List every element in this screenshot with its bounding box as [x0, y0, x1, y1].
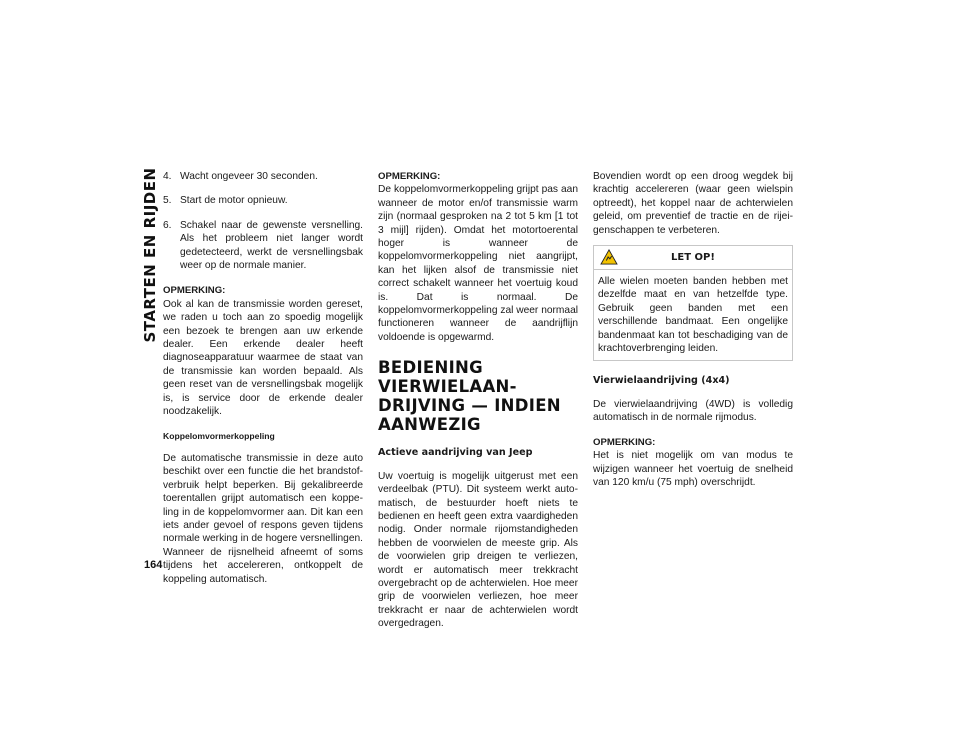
- note-label: OPMERKING:: [163, 285, 226, 297]
- column-3: [593, 170, 793, 489]
- note-label: OPMERKING:: [593, 436, 656, 448]
- note-label: OPMERKING:: [378, 171, 441, 182]
- warning-header: [594, 246, 792, 270]
- intro-paragraph: Bovendien wordt op een droog wegdek bij krachtig accelereren (waar geen wielspin optreedt), het koppel naar de achterwielen geleid, om preventief de tractie en de rijeigenschappen te verbeteren.: [593, 171, 793, 236]
- body-paragraph: De vierwielaandrijving (4WD) is volledig automatisch in de normale rijmodus.: [593, 398, 793, 424]
- warning-triangle-icon: [600, 249, 618, 265]
- list-item: [163, 170, 363, 183]
- warning-body: [594, 270, 792, 360]
- note-text: Ook al kan de transmissie worden gereset, we raden u toch aan zo spoedig mogelijk een bezoek te brengen aan uw erkende dealer. Een erkende dealer heeft diagnoseapparatuur waarmee de staat van de transmissie kan worden bepaald. Als geen reset van de versnellingsbak mogelijk is, is service door de erkende dealer noodzakelijk.: [163, 298, 363, 418]
- subheading-torque-converter: Koppelomvormerkoppeling: [163, 430, 275, 441]
- note-text: De koppelomvormerkoppeling grijpt pas aan wanneer de motor en/of transmissie warm zijn (normaal gesproken na 2 tot 5 km [1 tot 3 mijl] rijden). Omdat het motortoerental hoger is wanneer de koppelomvormerkoppeling niet aangrijpt, kan het lijken alsof de transmissie niet correct schakelt wanneer het voertuig koud is. Dat is normaal. De koppelomvormerkoppeling zal weer normaal functioneren wanneer de aandrijflijn voldoende is opgewarmd.: [378, 184, 578, 343]
- step-number: 5.: [163, 195, 172, 207]
- heading-line-1: BEDIENING VIERWIELAAN-: [378, 358, 517, 397]
- step-number: 4.: [163, 171, 172, 182]
- page-number: 164: [144, 559, 163, 571]
- step-text: Schakel naar de gewenste versnelling. Als het probleem niet langer wordt gedetecteerd, werkt de versnellingsbak weer op de normale manier.: [180, 219, 363, 272]
- list-item: [163, 194, 363, 207]
- heading-line-2: DRIJVING — INDIEN: [378, 396, 561, 416]
- body-paragraph: Uw voertuig is mogelijk uitgerust met een verdeelbak (PTU). Dit systeem werkt automatisch, de bestuurder hoeft niets te bedienen en heeft geen extra vaardigheden nodig. Onder normale rijomstandigheden hebben de voorwielen de meeste grip. Als de voorwielen grip dreigen te verliezen, wordt er automatisch meer trekkracht overgebracht op de achterwielen. Hoe meer grip de voorwielen verliezen, hoe meer trekkracht er naar de achterwielen wordt overgedragen.: [378, 470, 578, 630]
- heading-line-3: AANWEZIG: [378, 415, 481, 435]
- step-number: 6.: [163, 219, 172, 231]
- subheading-active-drive: Actieve aandrijving van Jeep: [378, 447, 533, 459]
- column-1: [163, 170, 363, 586]
- warning-text: Alle wielen moeten banden hebben met dezelfde maat en van hetzelfde type. Gebruik geen banden met een verschillende bandmaat. Een ongelijke bandenmaat kan tot beschadiging van de krachtoverbrenging leiden.: [598, 276, 788, 355]
- note-text: Het is niet mogelijk om van modus te wijzigen wanneer het voertuig de snelheid van 120 km/u (75 mph) overschrijdt.: [593, 450, 793, 488]
- warning-title: LET OP!: [671, 252, 715, 264]
- list-item: [163, 219, 363, 273]
- column-2: [378, 170, 578, 631]
- step-text: Wacht ongeveer 30 seconden.: [180, 171, 318, 182]
- section-heading: [378, 358, 578, 434]
- warning-box: [593, 245, 793, 361]
- body-paragraph: De automatische transmissie in deze auto beschikt over een functie die het brandstofverbruik helpt beperken. Bij gekalibreerde toerentallen grijpt automatisch een koppeling in de koppelomvormer aan. Dit kan een iets ander gevoel of respons geven tijdens normale werking in de hogere versnellingen. Wanneer de rijsnelheid afneemt of soms tijdens het accelereren, ontkoppelt de koppeling automatisch.: [163, 452, 363, 585]
- section-title-text: STARTEN EN RIJDEN: [141, 167, 159, 343]
- subheading-4x4: Vierwielaandrijving (4x4): [593, 375, 730, 387]
- numbered-steps: [163, 170, 363, 272]
- step-text: Start de motor opnieuw.: [180, 195, 288, 207]
